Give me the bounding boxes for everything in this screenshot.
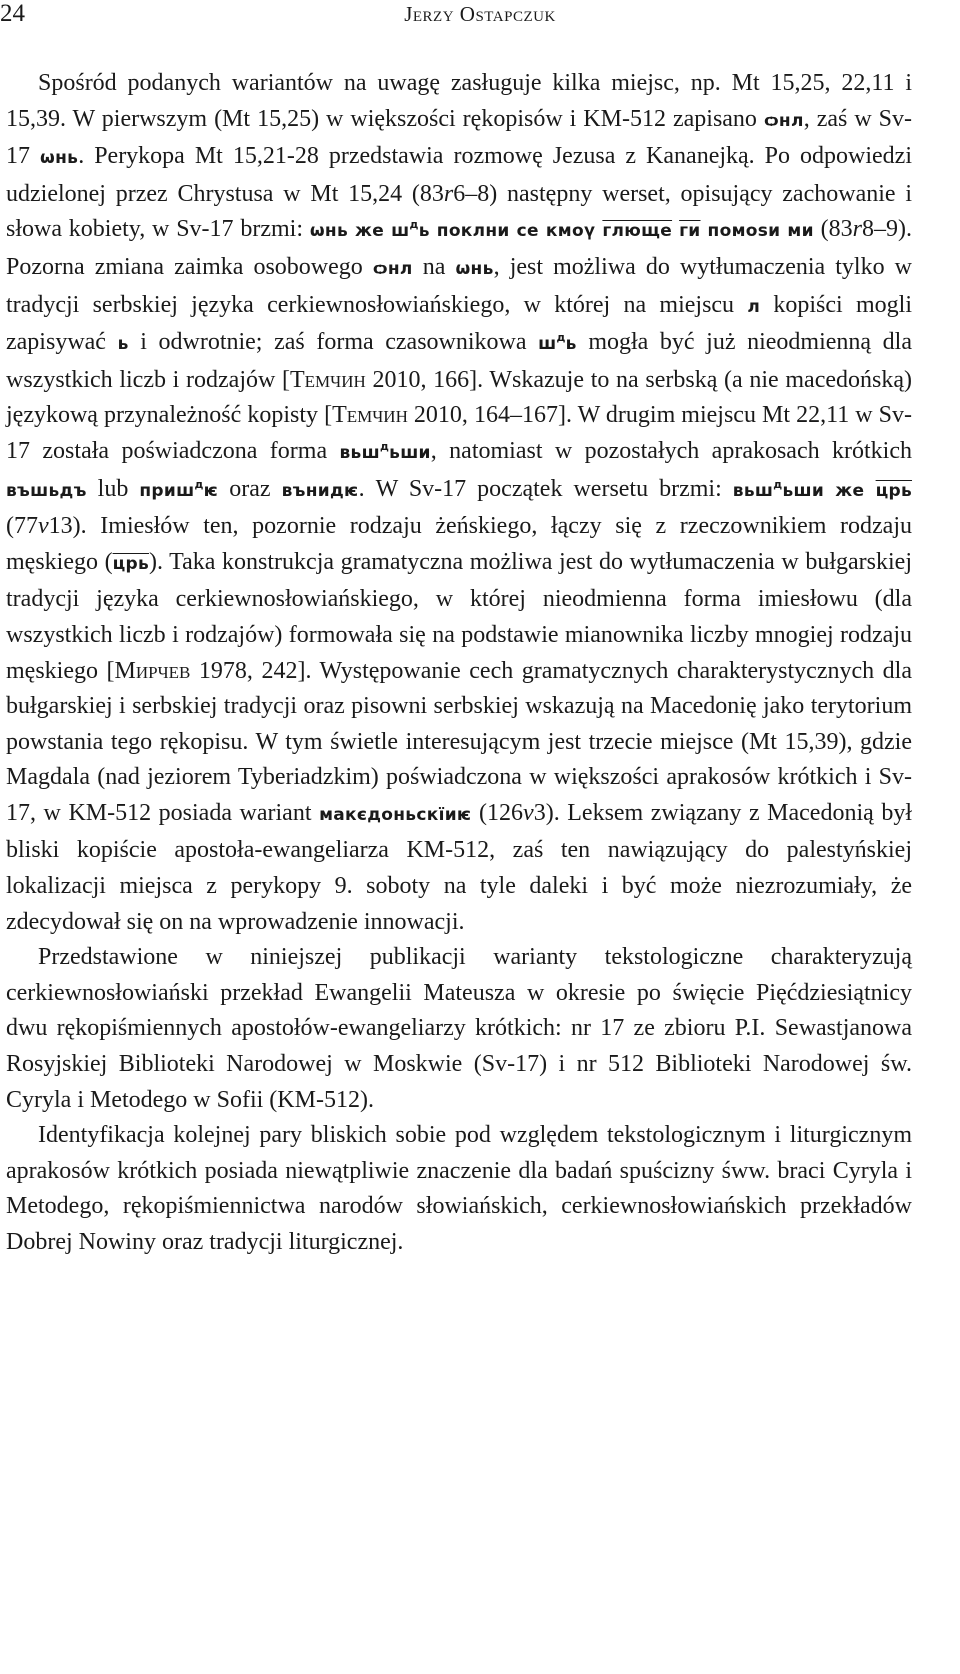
text-run: , zaś w Sv-17 — [6, 105, 912, 170]
church-slavonic-word: въшьдъ — [6, 480, 87, 501]
paragraph-significance: Identyfikacja kolejnej pary bliskich sobie pod względem tekstologicznym i liturgicznym aprakosów krótkich posiada niewątpliwie znaczenie dla badań spuścizny śww. braci Cyryla i Metodego, rękopiśmiennictwa narodów słowiańskich, cerkiewnosłowiańskich przekładów Dobrej Nowiny oraz tradycji liturgicznej. — [6, 1122, 912, 1255]
church-slavonic-word — [538, 331, 577, 355]
text-run: ьши — [389, 442, 431, 463]
church-slavonic-word: ѡнь — [455, 258, 494, 279]
text-run: ьши же — [782, 480, 876, 501]
text-run: 2010, 164–167]. W drugim miejscu Mt 22,11 w Sv-17 została poświadczona forma — [6, 402, 912, 464]
text-run: r — [443, 180, 454, 207]
citation-author: Мирчев — [114, 657, 191, 684]
text-run: i odwrotnie; zaś forma czasownikowa — [128, 329, 539, 356]
text-run: д — [409, 218, 419, 232]
text-run: , jest możliwa do wytłumaczenia tylko w tradycji serbskiej języka cerkiewnosłowiańskiego, w której na miejscu — [6, 253, 912, 318]
church-slavonic-letter: л — [747, 296, 761, 317]
paragraph-variants — [6, 66, 912, 940]
text-run: ѡнь же ш — [309, 221, 410, 242]
text-run: 2010, 166]. Wskazuje to na serbską (a nie macedońską) językową przynależność kopisty [ — [6, 366, 912, 429]
text-run: . W Sv-17 początek wersetu brzmi: — [358, 475, 733, 502]
text-run: вьш — [339, 442, 380, 463]
text-run: ги — [679, 221, 701, 242]
text-run: 3). Leksem związany z Macedonią był bliski kopiście apostoła-ewangeliarza KM-512, zaś ten nawiązujący do palestyńskiej lokalizacji miejsca z perykopy 9. soboty na tyle daleki i być może niezrozumiały, że zdecydował się on na wprowadzenie innowacji. — [6, 799, 912, 935]
text-run: 8–9). Pozorna zmiana zaimka osobowego — [6, 216, 912, 280]
article-body — [6, 66, 912, 1261]
text-run: ш — [538, 334, 557, 355]
church-slavonic-word: вънидѥ — [281, 480, 359, 501]
text-run: (83 — [813, 216, 853, 243]
text-run: вьш — [732, 480, 774, 501]
text-run: ). Taka konstrukcja gramatyczna możliwa jest do wytłumaczenia w bułgarskiej tradycji języka cerkiewnosłowiańskiego, w której nieodmienna forma imiesłowu (dla wszystkich liczb i rodzajów) formowała się na podstawie mianownika liczby mnogiej rodzaju męskiego [ — [6, 548, 912, 684]
text-run: , natomiast w pozostałych aprakosach krótkich — [430, 437, 912, 464]
church-slavonic-word — [139, 477, 219, 501]
text-run: ѥ — [203, 480, 219, 501]
text-run: приш — [139, 480, 195, 501]
running-head: Jerzy Ostapczuk — [404, 2, 556, 26]
text-run: ь — [565, 334, 577, 355]
church-slavonic-quote — [732, 477, 913, 501]
text-run: v — [38, 513, 49, 540]
church-slavonic-letter: ь — [117, 334, 129, 355]
text-run: д — [194, 477, 204, 491]
church-slavonic-word: црь — [112, 553, 149, 574]
citation-author: Темчин — [332, 402, 408, 429]
church-slavonic-word: ѡнь — [40, 148, 79, 169]
text-run: 6–8) następny werset, opisujący zachowanie i słowa kobiety, w Sv-17 brzmi: — [6, 180, 912, 243]
church-slavonic-quote — [309, 218, 814, 242]
text-run: oraz — [218, 475, 282, 502]
text-run: mogła być już nieodmienną dla wszystkich liczb i rodzajów [ — [6, 329, 912, 393]
text-run: (126 — [471, 799, 524, 826]
page-header — [0, 0, 960, 40]
text-run: kopiści mogli zapisywać — [6, 291, 912, 356]
text-run: д — [556, 331, 566, 345]
text-run: r — [852, 216, 862, 243]
church-slavonic-word: ѻнл — [372, 258, 413, 279]
text-run: црь — [875, 480, 913, 501]
text-run: . Perykopa Mt 15,21-28 przedstawia rozmowę Jezusa z Kananejką. Po odpowiedzi udzielonej przez Chrystusa w Mt 15,24 (83 — [6, 143, 912, 207]
paragraph-conclusion: Przedstawione w niniejszej publikacji warianty tekstologiczne charakteryzują cerkiewnosłowiański przekład Ewangelii Mateusza w okresie po święcie Pięćdziesiątnicy dwu rękopiśmiennych apostołów-ewangeliarzy krótkich: nr 17 ze zbioru P.I. Sewastjanowa Rosyjskiej Biblioteki Narodowej w Moskwie (Sv-17) i nr 512 Biblioteki Narodowej św. Cyryla i Metodego w Sofii (KM-512). — [6, 944, 912, 1113]
text-run: помоѕи ми — [700, 221, 814, 242]
text-run: 13). Imiesłów ten, pozornie rodzaju żeńskiego, łączy się z rzeczownikiem rodzaju męskiego ( — [6, 513, 912, 575]
text-run: ь поклни се кмоү — [418, 221, 603, 242]
page-number: 24 — [0, 0, 25, 27]
text-run: 1978, 242]. Występowanie cech gramatycznych charakterystycznych dla bułgarskiej i serbskiej tradycji oraz pisowni serbskiej wskazują na Macedonię jako terytorium powstania tego rękopisu. W tym świetle interesującym jest trzecie miejsce (Mt 15,39), gdzie Magdala (nad jeziorem Tyberiadzkim) poświadczona w większości aprakosów krótkich i Sv-17, w KM-512 posiada wariant — [6, 657, 912, 826]
church-slavonic-word: макєдоньскїиѥ — [319, 804, 472, 825]
text-run: д — [379, 439, 390, 453]
text-run: глюще — [602, 221, 673, 242]
text-run: д — [773, 477, 783, 491]
text-run: v — [523, 799, 534, 826]
text-run: lub — [86, 475, 140, 502]
text-run: na — [412, 253, 456, 280]
text-run: (77 — [6, 513, 38, 540]
church-slavonic-word: ѻнл — [763, 110, 804, 131]
text-run: Spośród podanych wariantów na uwagę zasługuje kilka miejsc, np. Mt 15,25, 22,11 i 15,39. W pierwszym (Mt 15,25) w większości rękopisów i KM-512 zapisano — [6, 70, 912, 132]
church-slavonic-word — [339, 439, 431, 463]
citation-author: Темчин — [290, 366, 366, 393]
